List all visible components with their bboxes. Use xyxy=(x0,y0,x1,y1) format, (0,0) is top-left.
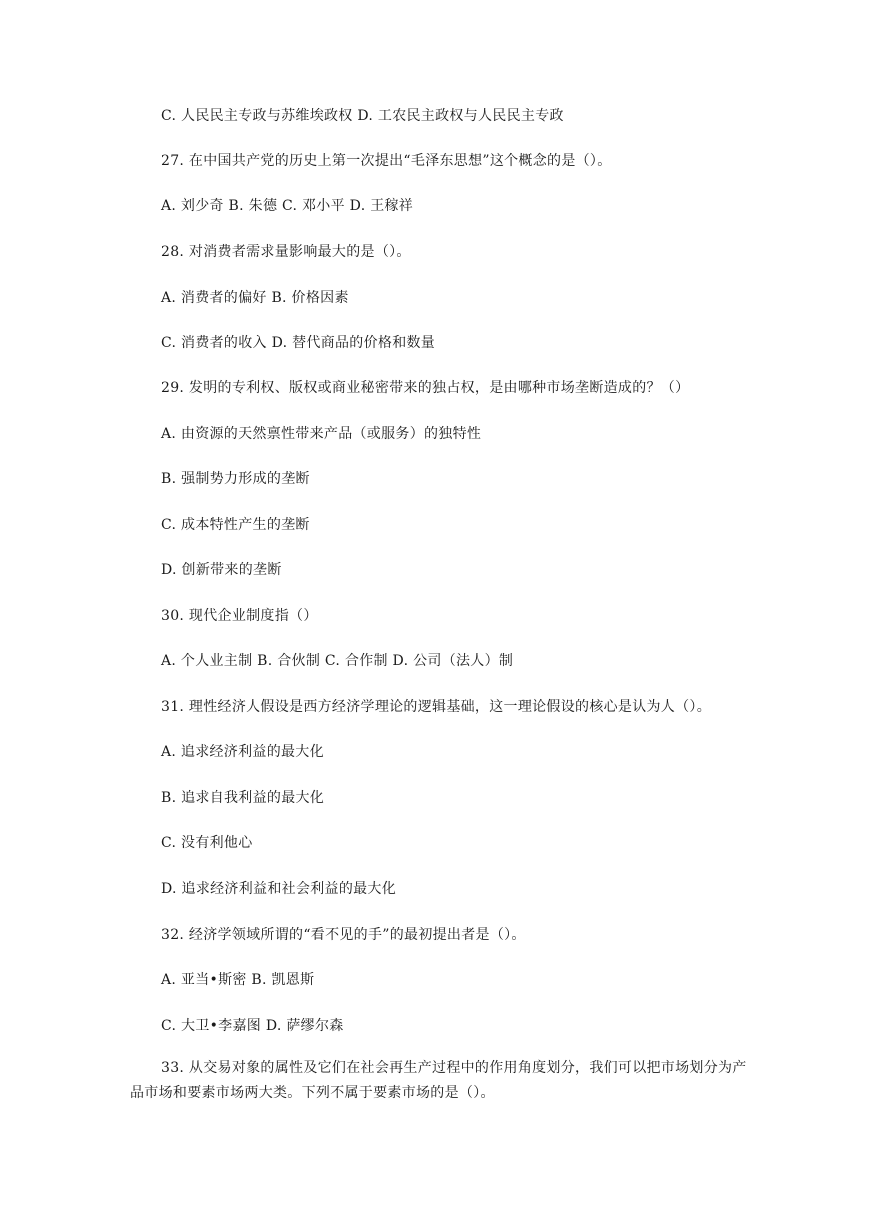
option-29-d: D. 创新带来的垄断 xyxy=(161,562,282,578)
option-29-b: B. 强制势力形成的垄断 xyxy=(161,471,310,487)
question-32: 32. 经济学领域所谓的“看不见的手”的最初提出者是（）。 xyxy=(161,927,526,943)
question-30: 30. 现代企业制度指（） xyxy=(161,608,318,624)
option-31-b: B. 追求自我利益的最大化 xyxy=(161,790,325,806)
option-29-a: A. 由资源的天然禀性带来产品（或服务）的独特性 xyxy=(161,426,482,442)
options-28-cd: C. 消费者的收入 D. 替代商品的价格和数量 xyxy=(161,335,436,351)
question-31: 31. 理性经济人假设是西方经济学理论的逻辑基础，这一理论假设的核心是认为人（）。 xyxy=(161,699,712,715)
options-32-cd: C. 大卫•李嘉图 D. 萨缪尔森 xyxy=(161,1018,344,1034)
options-32-ab: A. 亚当•斯密 B. 凯恩斯 xyxy=(161,972,315,988)
question-33-paragraph xyxy=(130,1056,750,1106)
options-27: A. 刘少奇 B. 朱德 C. 邓小平 D. 王稼祥 xyxy=(161,198,414,214)
option-31-d: D. 追求经济利益和社会利益的最大化 xyxy=(161,881,397,897)
option-29-c: C. 成本特性产生的垄断 xyxy=(161,517,310,533)
option-31-a: A. 追求经济利益的最大化 xyxy=(161,744,324,760)
option-line-c-26: C. 人民民主专政与苏维埃政权 D. 工农民主政权与人民民主专政 xyxy=(161,108,564,124)
question-28: 28. 对消费者需求量影响最大的是（）。 xyxy=(161,244,411,260)
options-30: A. 个人业主制 B. 合伙制 C. 合作制 D. 公司（法人）制 xyxy=(161,653,514,669)
question-27: 27. 在中国共产党的历史上第一次提出“毛泽东思想”这个概念的是（）。 xyxy=(161,153,612,169)
option-31-c: C. 没有利他心 xyxy=(161,835,253,851)
options-28-ab: A. 消费者的偏好 B. 价格因素 xyxy=(161,290,349,306)
question-29: 29. 发明的专利权、版权或商业秘密带来的独占权，是由哪种市场垄断造成的？（） xyxy=(161,380,690,396)
question-33-text: 33. 从交易对象的属性及它们在社会再生产过程中的作用角度划分，我们可以把市场划分为产品市场和要素市场两大类。下列不属于要素市场的是（）。 xyxy=(130,1060,747,1101)
